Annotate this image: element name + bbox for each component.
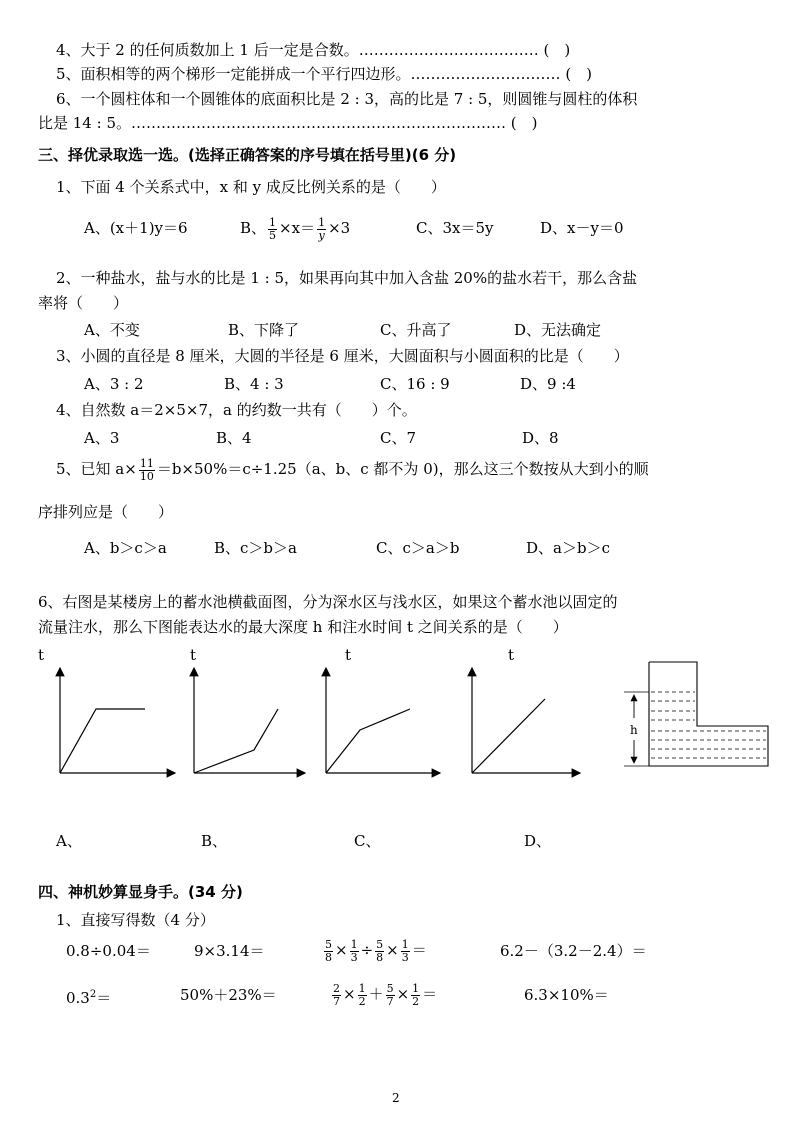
graph-label-a: A、: [56, 832, 82, 850]
sub-question-1: 1、直接写得数（4 分）: [56, 911, 215, 929]
calc-1: 0.8÷0.04＝: [66, 942, 151, 960]
judge-item-6-line2: 比是 14 : 5。………………………………………………………………… ( ): [38, 114, 538, 132]
fraction: $\frac{1}{y}$: [318, 215, 326, 242]
fraction: $\frac{1}{2}$: [358, 981, 366, 1008]
calc-2: 9×3.14＝: [194, 942, 265, 960]
q1-option-c: C、3x＝5y: [416, 219, 494, 237]
calc-6: 50%＋23%＝: [180, 986, 277, 1004]
graph-b[interactable]: [190, 646, 305, 773]
graph-label-b: B、: [201, 832, 228, 850]
q6-stem-line2: 流量注水，那么下图能表达水的最大深度 h 和注水时间 t 之间关系的是（ ）: [38, 618, 568, 636]
q5-option-a: A、b＞c＞a: [84, 539, 167, 557]
fraction: $\frac{11}{10}$: [139, 456, 154, 483]
q2-stem-line1: 2、一种盐水，盐与水的比是 1 : 5，如果再向其中加入含盐 20%的盐水若干，那么含盐: [56, 269, 638, 287]
graph-label-d: D、: [524, 832, 552, 850]
calc-3: $\frac{5}{8}$ × $\frac{1}{3}$ ÷ $\frac{5}{8}$ × $\frac{1}{3}$ ＝: [325, 937, 427, 964]
q5-option-d: D、a＞b＞c: [526, 539, 610, 557]
fraction: $\frac{5}{8}$: [376, 937, 384, 964]
q6-figure: [0, 640, 793, 860]
axis-label-t: t: [38, 646, 45, 664]
q5-stem-line1: 5、已知 a× $\frac{11}{10}$ ＝b×50%＝c÷1.25（a、b、c 都不为 0)，那么这三个数按从大到小的顺: [56, 456, 649, 483]
fraction: $\frac{2}{7}$: [333, 981, 340, 1008]
q1-stem: 1、下面 4 个关系式中，x 和 y 成反比例关系的是（ ）: [56, 178, 446, 196]
graph-label-c: C、: [354, 832, 381, 850]
section-3-title: 三、择优录取选一选。(选择正确答案的序号填在括号里)(6 分): [38, 146, 457, 164]
q2-stem-line2: 率将（ ）: [38, 294, 129, 312]
q3-option-a: A、3 : 2: [84, 375, 144, 393]
q5-option-c: C、c＞a＞b: [376, 539, 460, 557]
judge-item-4: 4、大于 2 的任何质数加上 1 后一定是合数。……………………………… ( ): [56, 41, 571, 59]
q3-stem: 3、小圆的直径是 8 厘米，大圆的半径是 6 厘米，大圆面积与小圆面积的比是（ ）: [56, 347, 629, 365]
q4-option-a: A、3: [84, 429, 120, 447]
section-4-title: 四、神机妙算显身手。(34 分): [38, 883, 243, 901]
fraction: $\frac{1}{5}$: [269, 215, 277, 242]
fraction: $\frac{5}{8}$: [325, 937, 332, 964]
q3-option-b: B、4 : 3: [224, 375, 284, 393]
graph-a[interactable]: [38, 646, 175, 773]
fraction: $\frac{1}{3}$: [350, 937, 358, 964]
q4-stem: 4、自然数 a＝2×5×7，a 的约数一共有（ ）个。: [56, 401, 417, 419]
calc-4: 6.2－（3.2－2.4）＝: [500, 942, 647, 960]
q3-option-d: D、9 :4: [520, 375, 576, 393]
page-number: 2: [392, 1091, 400, 1105]
axis-label-t: t: [345, 646, 352, 664]
q2-option-c: C、升高了: [380, 321, 452, 339]
q2-option-a: A、不变: [84, 321, 140, 339]
graph-c[interactable]: [326, 646, 440, 773]
graph-d[interactable]: [472, 646, 580, 773]
q2-option-b: B、下降了: [228, 321, 300, 339]
q3-option-c: C、16 : 9: [380, 375, 450, 393]
q5-option-b: B、c＞b＞a: [214, 539, 297, 557]
q1-option-a: A、(x＋1)y＝6: [84, 219, 188, 237]
q5-stem-line2: 序排列应是（ ）: [38, 503, 174, 521]
fraction: $\frac{1}{3}$: [401, 937, 409, 964]
h-label: h: [630, 723, 638, 737]
calc-8: 6.3×10%＝: [524, 986, 609, 1004]
q4-option-b: B、4: [216, 429, 252, 447]
q1-option-b: B、 $\frac{1}{5}$ ×x＝ $\frac{1}{y}$ ×3: [240, 215, 351, 242]
judge-item-6-line1: 6、一个圆柱体和一个圆锥体的底面积比是 2 : 3，高的比是 7 : 5，则圆锥与圆柱的体积: [56, 90, 638, 108]
q2-option-d: D、无法确定: [514, 321, 602, 339]
fraction: $\frac{5}{7}$: [386, 981, 394, 1008]
q4-option-d: D、8: [522, 429, 559, 447]
judge-item-5: 5、面积相等的两个梯形一定能拼成一个平行四边形。………………………… ( ): [56, 65, 593, 83]
axis-label-t: t: [190, 646, 197, 664]
q6-stem-line1: 6、右图是某楼房上的蓄水池横截面图，分为深水区与浅水区，如果这个蓄水池以固定的: [38, 593, 618, 611]
tank-diagram: [624, 662, 768, 766]
q1-option-d: D、x－y＝0: [540, 219, 624, 237]
fraction: $\frac{1}{2}$: [412, 981, 420, 1008]
q4-option-c: C、7: [380, 429, 417, 447]
calc-7: $\frac{2}{7}$ × $\frac{1}{2}$ ＋ $\frac{5}{7}$ × $\frac{1}{2}$ ＝: [333, 981, 438, 1008]
axis-label-t: t: [508, 646, 515, 664]
calc-5: $0.3^2=$: [66, 989, 112, 1007]
